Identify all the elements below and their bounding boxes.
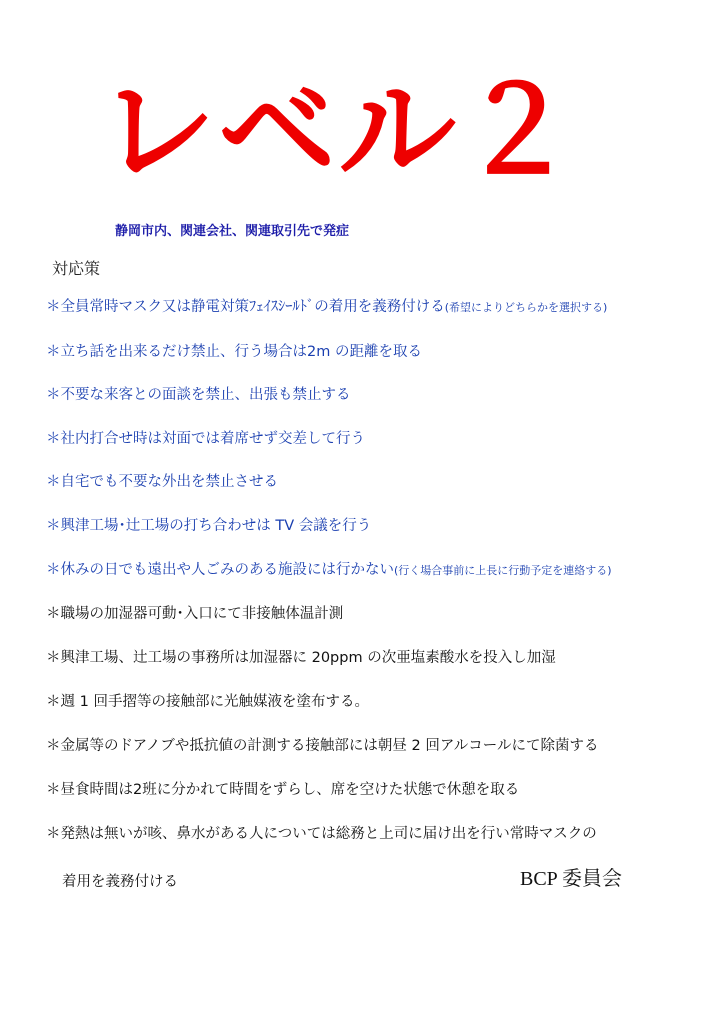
page-title: レベル２ <box>98 62 579 200</box>
list-item: ＊興津工場･辻工場の打ち合わせは TV 会議を行う <box>46 518 372 534</box>
list-item: ＊職場の加湿器可動･入口にて非接触体温計測 <box>46 606 344 622</box>
list-item: ＊社内打合せ時は対面では着席せず交差して行う <box>46 431 365 447</box>
list-item: ＊興津工場、辻工場の事務所は加湿器に 20ppm の次亜塩素酸水を投入し加湿 <box>46 650 556 666</box>
list-item: ＊昼食時間は2班に分かれて時間をずらし、席を空けた状態で休憩を取る <box>46 782 520 798</box>
subtitle: 静岡市内、関連会社、関連取引先で発症 <box>115 224 350 239</box>
section-heading: 対応策 <box>52 259 101 278</box>
list-item: ＊休みの日でも遠出や人ごみのある施設には行かない(行く場合事前に上長に行動予定を連絡する) <box>46 562 612 578</box>
list-item: ＊発熱は無いが咳、鼻水がある人については総務と上司に届け出を行い常時マスクの <box>46 826 597 842</box>
list-item: ＊週 1 回手摺等の接触部に光触媒液を塗布する。 <box>46 694 369 710</box>
item-note: (行く場合事前に上長に行動予定を連絡する) <box>394 564 612 577</box>
list-item: ＊金属等のドアノブや抵抗値の計測する接触部には朝昼 2 回アルコールにて除菌する <box>46 738 599 754</box>
signature: BCP 委員会 <box>520 868 623 890</box>
list-item-continuation: 着用を義務付ける <box>62 874 178 890</box>
list-item: ＊自宅でも不要な外出を禁止させる <box>46 474 278 490</box>
list-item: ＊不要な来客との面談を禁止、出張も禁止する <box>46 387 351 403</box>
list-item: ＊全員常時マスク又は静電対策ﾌｪｲｽｼｰﾙﾄﾞの着用を義務付ける(希望によりどちらかを選択する) <box>46 299 608 315</box>
item-note: (希望によりどちらかを選択する) <box>444 301 608 314</box>
list-item: ＊立ち話を出来るだけ禁止、行う場合は2m の距離を取る <box>46 344 422 360</box>
